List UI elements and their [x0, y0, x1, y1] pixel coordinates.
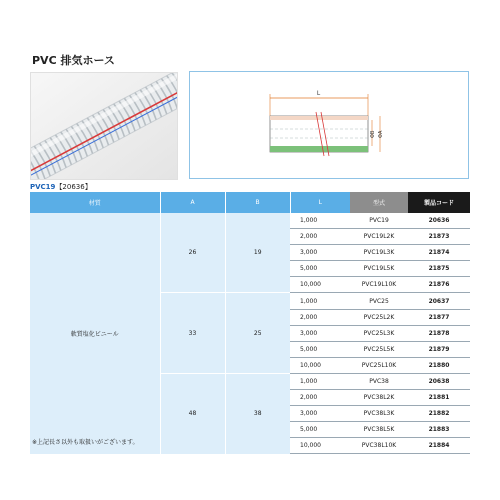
- length-cell: 2,000: [290, 229, 350, 245]
- table-header-row: [30, 192, 470, 213]
- dim-b-cell: 19: [225, 213, 290, 293]
- code-cell: 21873: [408, 229, 470, 245]
- header-a: A: [160, 192, 225, 213]
- model-cell: PVC38L5K: [350, 422, 408, 438]
- length-cell: 3,000: [290, 245, 350, 261]
- code-cell: 21874: [408, 245, 470, 261]
- header-model: 型式: [350, 192, 408, 213]
- header-code: 製品コード: [408, 192, 470, 213]
- model-cell: PVC19: [350, 213, 408, 229]
- length-cell: 3,000: [290, 325, 350, 341]
- code-cell: 21875: [408, 261, 470, 277]
- model-cell: PVC25L5K: [350, 341, 408, 357]
- length-cell: 5,000: [290, 261, 350, 277]
- photo-model: PVC19: [30, 183, 56, 191]
- outer-diameter-label: ΦA: [378, 130, 384, 138]
- model-cell: PVC25L2K: [350, 309, 408, 325]
- code-cell: 21879: [408, 341, 470, 357]
- code-cell: 21882: [408, 406, 470, 422]
- code-cell: 21877: [408, 309, 470, 325]
- inner-diameter-label: ΦB: [370, 130, 376, 138]
- length-cell: 1,000: [290, 293, 350, 309]
- code-cell: 21883: [408, 422, 470, 438]
- page-title: PVC 排気ホース: [32, 54, 115, 67]
- header-l: L: [290, 192, 350, 213]
- model-cell: PVC38L3K: [350, 406, 408, 422]
- length-cell: 1,000: [290, 213, 350, 229]
- model-cell: PVC25L10K: [350, 357, 408, 373]
- code-cell: 21884: [408, 438, 470, 454]
- dim-b-cell: 38: [225, 373, 290, 453]
- product-photo: [30, 72, 178, 180]
- hose-photo-image: [31, 73, 177, 179]
- model-cell: PVC19L3K: [350, 245, 408, 261]
- model-cell: PVC38L10K: [350, 438, 408, 454]
- dim-a-cell: 26: [160, 213, 225, 293]
- table-row: [30, 213, 470, 229]
- footnote: ※上記長さ以外も取扱いがございます。: [32, 439, 139, 446]
- code-cell: 20638: [408, 373, 470, 389]
- code-cell: 20636: [408, 213, 470, 229]
- code-cell: 21876: [408, 277, 470, 293]
- model-cell: PVC38: [350, 373, 408, 389]
- length-cell: 5,000: [290, 422, 350, 438]
- code-cell: 21881: [408, 390, 470, 406]
- dim-a-cell: 33: [160, 293, 225, 373]
- photo-code: 【20636】: [55, 183, 92, 191]
- length-cell: 2,000: [290, 309, 350, 325]
- model-cell: PVC25: [350, 293, 408, 309]
- material-cell: 軟質塩化ビニール: [30, 213, 160, 454]
- code-cell: 20637: [408, 293, 470, 309]
- model-cell: PVC25L3K: [350, 325, 408, 341]
- length-cell: 10,000: [290, 438, 350, 454]
- hose-dimension-drawing: [190, 72, 467, 177]
- length-cell: 2,000: [290, 390, 350, 406]
- code-cell: 21880: [408, 357, 470, 373]
- photo-caption: [30, 182, 92, 192]
- length-cell: 5,000: [290, 341, 350, 357]
- dimension-diagram: [189, 71, 469, 179]
- code-cell: 21878: [408, 325, 470, 341]
- model-cell: PVC19L5K: [350, 261, 408, 277]
- length-cell: 1,000: [290, 373, 350, 389]
- length-cell: 10,000: [290, 357, 350, 373]
- header-b: B: [225, 192, 290, 213]
- model-cell: PVC19L10K: [350, 277, 408, 293]
- dim-b-cell: 25: [225, 293, 290, 373]
- model-cell: PVC38L2K: [350, 390, 408, 406]
- length-label: L: [317, 91, 321, 97]
- header-material: 材質: [30, 192, 160, 213]
- length-cell: 3,000: [290, 406, 350, 422]
- dim-a-cell: 48: [160, 373, 225, 453]
- length-cell: 10,000: [290, 277, 350, 293]
- spec-table: [30, 192, 470, 454]
- model-cell: PVC19L2K: [350, 229, 408, 245]
